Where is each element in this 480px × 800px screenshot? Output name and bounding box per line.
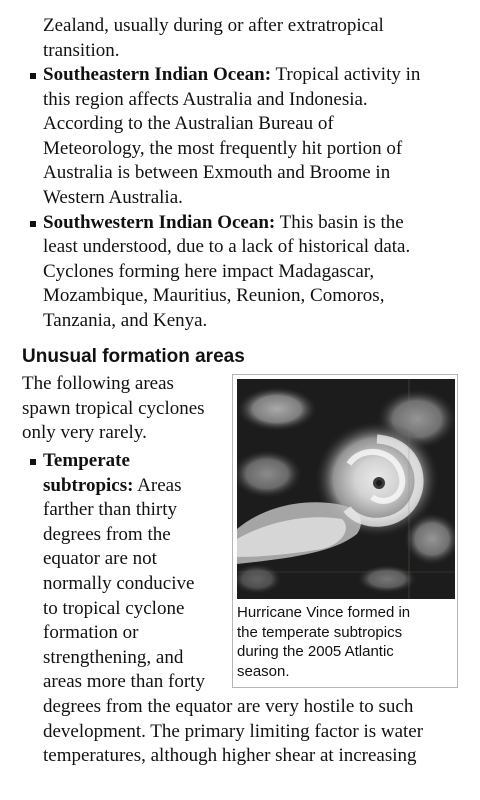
text-line: degrees from the equator are very hostile to such (43, 695, 414, 717)
list-item (0, 211, 470, 334)
caption-line: season. (237, 662, 290, 680)
text-line: strengthening, and (43, 646, 184, 668)
text-line: transition. (43, 39, 120, 61)
text-line: degrees from the (43, 523, 171, 545)
text-line: farther than thirty (43, 499, 178, 521)
section-heading: Unusual formation areas (22, 346, 245, 367)
text-line: equator are not (43, 548, 157, 570)
text-line: areas more than forty (43, 671, 205, 693)
text-line: to tropical cyclone (43, 597, 185, 619)
text-line: Cyclones forming here impact Madagascar, (43, 260, 375, 282)
text-line: Mozambique, Mauritius, Reunion, Comoros, (43, 285, 385, 307)
list-item (0, 449, 470, 769)
caption-line: during the 2005 Atlantic (237, 643, 394, 660)
text-line: normally conducive (43, 572, 195, 594)
unusual-area-list (0, 449, 470, 769)
text-line: This basin is the (275, 211, 404, 233)
text-line: spawn tropical cyclones (22, 397, 205, 419)
text-line: Western Australia. (43, 186, 183, 208)
continued-paragraph (43, 14, 473, 63)
text-line: Australia is between Exmouth and Broome in (43, 162, 391, 184)
text-line: formation or (43, 622, 139, 644)
text-line: Tanzania, and Kenya. (43, 309, 208, 331)
text-line: Tropical activity in (271, 64, 421, 85)
list-item (0, 63, 470, 211)
text-line: Areas (133, 474, 182, 496)
section-intro (22, 372, 227, 446)
area-name[interactable]: subtropics: (43, 474, 134, 496)
bullet-icon (30, 73, 36, 79)
basin-name[interactable]: Southwestern Indian Ocean: (43, 211, 276, 233)
text-line: According to the Australian Bureau of (43, 113, 334, 135)
bullet-icon (30, 221, 36, 227)
text-line: Meteorology, the most frequently hit portion of (43, 137, 403, 159)
text-line: least understood, due to a lack of historical data. (43, 236, 411, 258)
text-line: Zealand, usually during or after extratropical (43, 15, 384, 36)
text-line: only very rarely. (22, 422, 147, 444)
text-line: The following areas (22, 373, 174, 394)
text-line: development. The primary limiting factor is water (43, 720, 424, 742)
text-line: this region affects Australia and Indonesia. (43, 88, 368, 110)
area-name[interactable]: Temperate (43, 450, 130, 471)
caption-line: Hurricane Vince formed in (237, 604, 411, 621)
bullet-icon (30, 459, 36, 465)
caption-line: the temperate subtropics (237, 623, 403, 641)
basin-name[interactable]: Southeastern Indian Ocean: (43, 64, 272, 85)
basin-list (0, 63, 470, 334)
text-line: temperatures, although higher shear at increasing (43, 745, 417, 767)
